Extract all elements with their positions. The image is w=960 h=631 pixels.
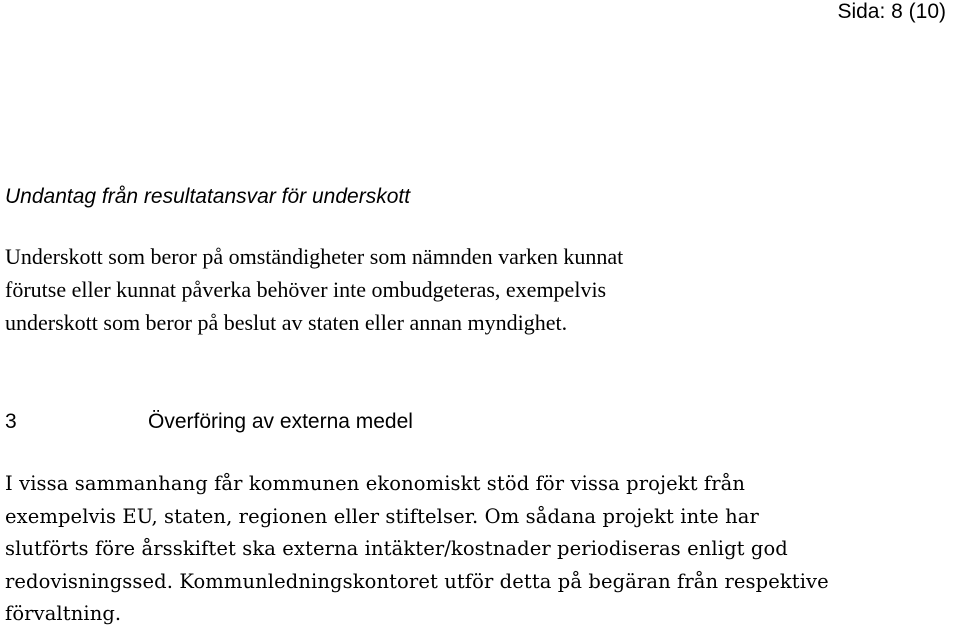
paragraph-line: underskott som beror på beslut av staten eller annan myndighet. [5, 310, 568, 335]
section-number: 3 [5, 410, 17, 433]
paragraph-line: exempelvis EU, staten, regionen eller stiftelser. Om sådana projekt inte har [5, 504, 759, 528]
paragraph-externa-medel [5, 468, 945, 631]
subheading: Undantag från resultatansvar för underskott [5, 185, 411, 208]
paragraph-line: förutse eller kunnat påverka behöver inte ombudgeteras, exempelvis [5, 277, 607, 302]
page-number: Sida: 8 (10) [837, 0, 946, 23]
paragraph-line: slutförts före årsskiftet ska externa intäkter/kostnader periodiseras enligt god [5, 537, 788, 560]
paragraph-line: redovisningssed. Kommunledningskontoret utför detta på begäran från respektive [5, 569, 829, 593]
paragraph-line: Underskott som beror på omständigheter som nämnden varken kunnat [5, 244, 624, 269]
section-title: Överföring av externa medel [148, 410, 413, 433]
paragraph-line: förvaltning. [5, 602, 122, 625]
paragraph-underskott [5, 240, 865, 339]
paragraph-line: I vissa sammanhang får kommunen ekonomiskt stöd för vissa projekt från [5, 472, 746, 495]
